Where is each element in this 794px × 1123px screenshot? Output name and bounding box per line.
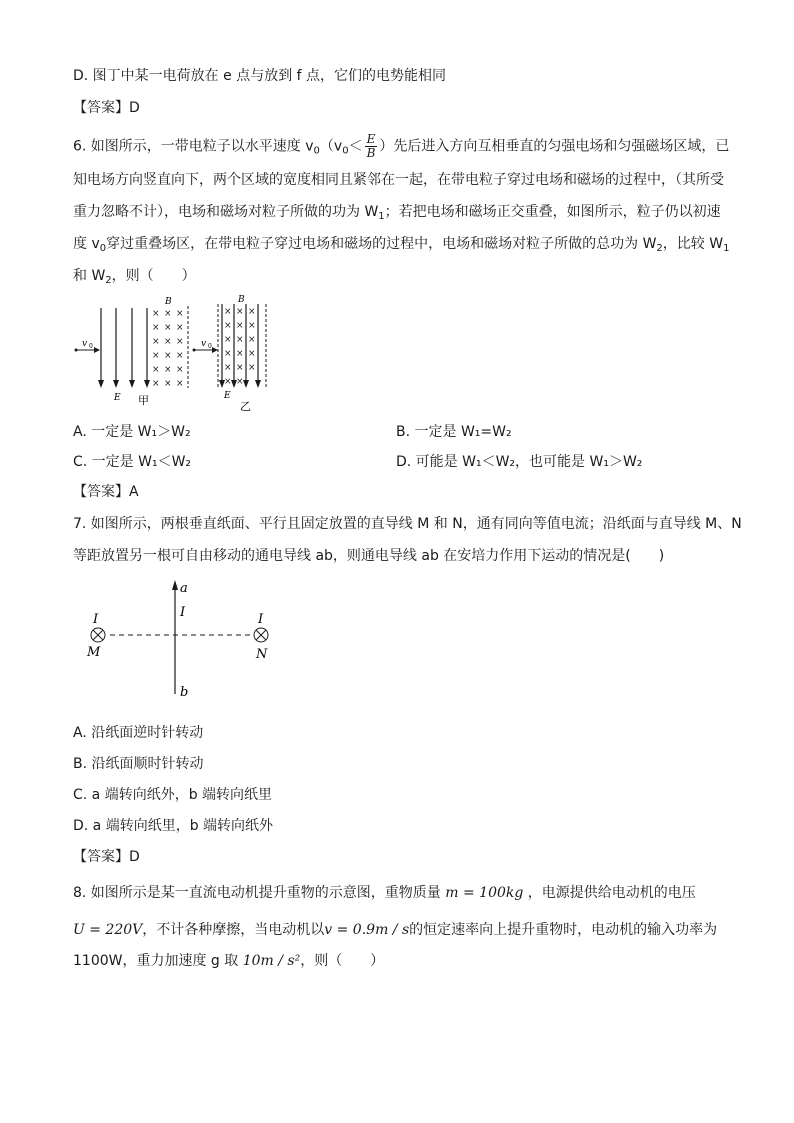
answer-value: A [129, 484, 139, 500]
svg-text:×: × [164, 309, 172, 319]
label-b: b [180, 685, 189, 700]
cross-grid-yi [224, 307, 256, 387]
q6-text: 度 v [73, 236, 100, 252]
q6-option-c: C. 一定是 W₁＜W₂ [73, 454, 192, 470]
fraction-denominator: B [366, 146, 376, 160]
svg-text:×: × [176, 351, 184, 361]
label-v0-yi: v [201, 339, 207, 349]
label-jia: 甲 [138, 394, 149, 407]
svg-text:×: × [224, 335, 232, 345]
q8-math: U = 220V [73, 922, 143, 938]
q6-answer [73, 482, 139, 502]
svg-text:×: × [236, 321, 244, 331]
svg-text:×: × [248, 307, 256, 317]
svg-text:×: × [224, 377, 232, 387]
subscript: 0 [99, 243, 107, 254]
q7-option-d: D. a 端转向纸里，b 端转向纸外 [73, 818, 274, 834]
label-e-jia: E [114, 393, 121, 403]
label-m: M [87, 645, 101, 660]
label-b-jia: B [165, 297, 172, 307]
label-yi: 乙 [240, 400, 251, 413]
svg-text:×: × [152, 351, 160, 361]
q7-stem-line-1: 7. 如图所示，两根垂直纸面、平行且固定放置的直导线 M 和 N，通有同向等值电流；沿纸面与直导线 M、N [73, 516, 742, 532]
svg-text:×: × [176, 365, 184, 375]
svg-text:×: × [248, 335, 256, 345]
answer-value: D [129, 100, 140, 116]
label-b-yi: B [238, 295, 245, 305]
label-v0: v [82, 339, 88, 349]
svg-text:×: × [152, 323, 160, 333]
q6-text: 和 W [73, 268, 106, 284]
q8-stem-line-2 [73, 920, 717, 940]
q6-stem-line-3 [73, 202, 721, 227]
q6-option-d: D. 可能是 W₁＜W₂，也可能是 W₁＞W₂ [396, 454, 643, 470]
q8-stem-line-1 [73, 883, 696, 903]
label-v0-sub: 0 [89, 343, 93, 350]
q8-math: 10m / s² [242, 953, 301, 969]
svg-text:×: × [152, 365, 160, 375]
q7-option-a: A. 沿纸面逆时针转动 [73, 725, 204, 741]
wire-n-current-icon [254, 628, 268, 642]
q6-stem-line-5 [73, 266, 196, 291]
svg-text:×: × [176, 337, 184, 347]
q6-text: 6. 如图所示，一带电粒子以水平速度 v [73, 138, 314, 155]
q6-text: ，比较 W [662, 236, 724, 252]
subscript: 1 [378, 211, 385, 222]
label-i-n: I [258, 612, 264, 627]
svg-text:×: × [176, 379, 184, 389]
q8-text: 的恒定速率向上提升重物时，电动机的输入功率为 [409, 922, 718, 938]
q6-text: ＜ [348, 138, 363, 155]
svg-text:×: × [236, 335, 244, 345]
answer-label: 【答案】 [73, 100, 129, 116]
svg-text:×: × [248, 321, 256, 331]
label-i-m: I [93, 612, 99, 627]
q8-math: m = 100kg [445, 885, 524, 901]
figure-jia [75, 297, 189, 407]
wire-m-current-icon [91, 628, 105, 642]
svg-text:×: × [224, 321, 232, 331]
answer-label: 【答案】 [73, 484, 129, 500]
svg-text:×: × [164, 323, 172, 333]
q6-text: ，则（ ） [111, 268, 196, 284]
q8-text: ，电源提供给电动机的电压 [527, 885, 696, 901]
q6-stem-line-2: 知电场方向竖直向下，两个区域的宽度相同且紧邻在一起，在带电粒子穿过电场和磁场的过程中，（其所受 [73, 172, 724, 188]
q6-text: ；若把电场和磁场正交重叠，如图所示，粒子仍以初速 [384, 204, 721, 220]
svg-text:×: × [224, 307, 232, 317]
q6-option-b: B. 一定是 W₁=W₂ [396, 424, 512, 440]
q7-answer [73, 847, 140, 867]
svg-text:×: × [248, 363, 256, 373]
q7-figure [80, 576, 290, 706]
subscript: 2 [656, 243, 663, 254]
svg-text:×: × [152, 337, 160, 347]
svg-text:×: × [176, 323, 184, 333]
label-a: a [180, 581, 188, 596]
q7-stem-line-2: 等距放置另一根可自由移动的通电导线 ab，则通电导线 ab 在安培力作用下运动的情况是( ) [73, 548, 665, 564]
q6-figure [70, 292, 280, 414]
q5-option-d: D. 图丁中某一电荷放在 e 点与放到 f 点，它们的电势能相同 [73, 68, 447, 84]
q6-text: 穿过重叠场区，在带电粒子穿过电场和磁场的过程中，电场和磁场对粒子所做的总功为 W [106, 236, 657, 252]
subscript: 0 [313, 145, 320, 157]
svg-text:×: × [152, 379, 160, 389]
svg-text:×: × [236, 307, 244, 317]
label-e-yi: E [224, 391, 231, 401]
q6-option-a: A. 一定是 W₁＞W₂ [73, 424, 191, 440]
q8-stem-line-3 [73, 951, 384, 971]
q7-option-c: C. a 端转向纸外，b 端转向纸里 [73, 787, 273, 803]
svg-text:×: × [248, 349, 256, 359]
q5-answer [73, 98, 140, 118]
svg-text:×: × [176, 309, 184, 319]
svg-text:×: × [152, 309, 160, 319]
q8-text: ，不计各种摩擦，当电动机以 [142, 922, 325, 938]
svg-text:×: × [164, 351, 172, 361]
svg-text:×: × [224, 349, 232, 359]
svg-text:×: × [236, 363, 244, 373]
svg-text:×: × [164, 365, 172, 375]
answer-label: 【答案】 [73, 849, 129, 865]
label-i-ab: I [180, 605, 186, 620]
svg-text:×: × [236, 349, 244, 359]
q8-math: v = 0.9m / s [324, 922, 410, 938]
q6-stem-line-1 [73, 133, 729, 165]
q6-text: 重力忽略不计），电场和磁场对粒子所做的功为 W [73, 204, 379, 220]
label-v0-yi-sub: 0 [208, 343, 212, 350]
fraction-numerator: E [365, 133, 378, 147]
subscript: 0 [342, 145, 349, 157]
subscript: 1 [723, 243, 730, 254]
q8-text: 1100W，重力加速度 g 取 [73, 953, 239, 969]
svg-text:×: × [224, 363, 232, 373]
q8-text: 8. 如图所示是某一直流电动机提升重物的示意图，重物质量 [73, 885, 441, 901]
q6-stem-line-4 [73, 234, 729, 259]
svg-text:×: × [164, 337, 172, 347]
svg-text:×: × [164, 379, 172, 389]
q7-option-b: B. 沿纸面顺时针转动 [73, 756, 204, 772]
subscript: 2 [105, 275, 112, 286]
q6-text: ）先后进入方向互相垂直的匀强电场和匀强磁场区域，已 [379, 138, 730, 155]
q6-text: （v [319, 138, 343, 155]
figure-yi [193, 295, 267, 413]
cross-grid-jia [152, 309, 184, 389]
label-n: N [256, 647, 268, 662]
svg-text:×: × [236, 377, 244, 387]
fraction-e-over-b [365, 133, 378, 160]
q8-text: ，则（ ） [300, 953, 385, 969]
answer-value: D [129, 849, 140, 865]
